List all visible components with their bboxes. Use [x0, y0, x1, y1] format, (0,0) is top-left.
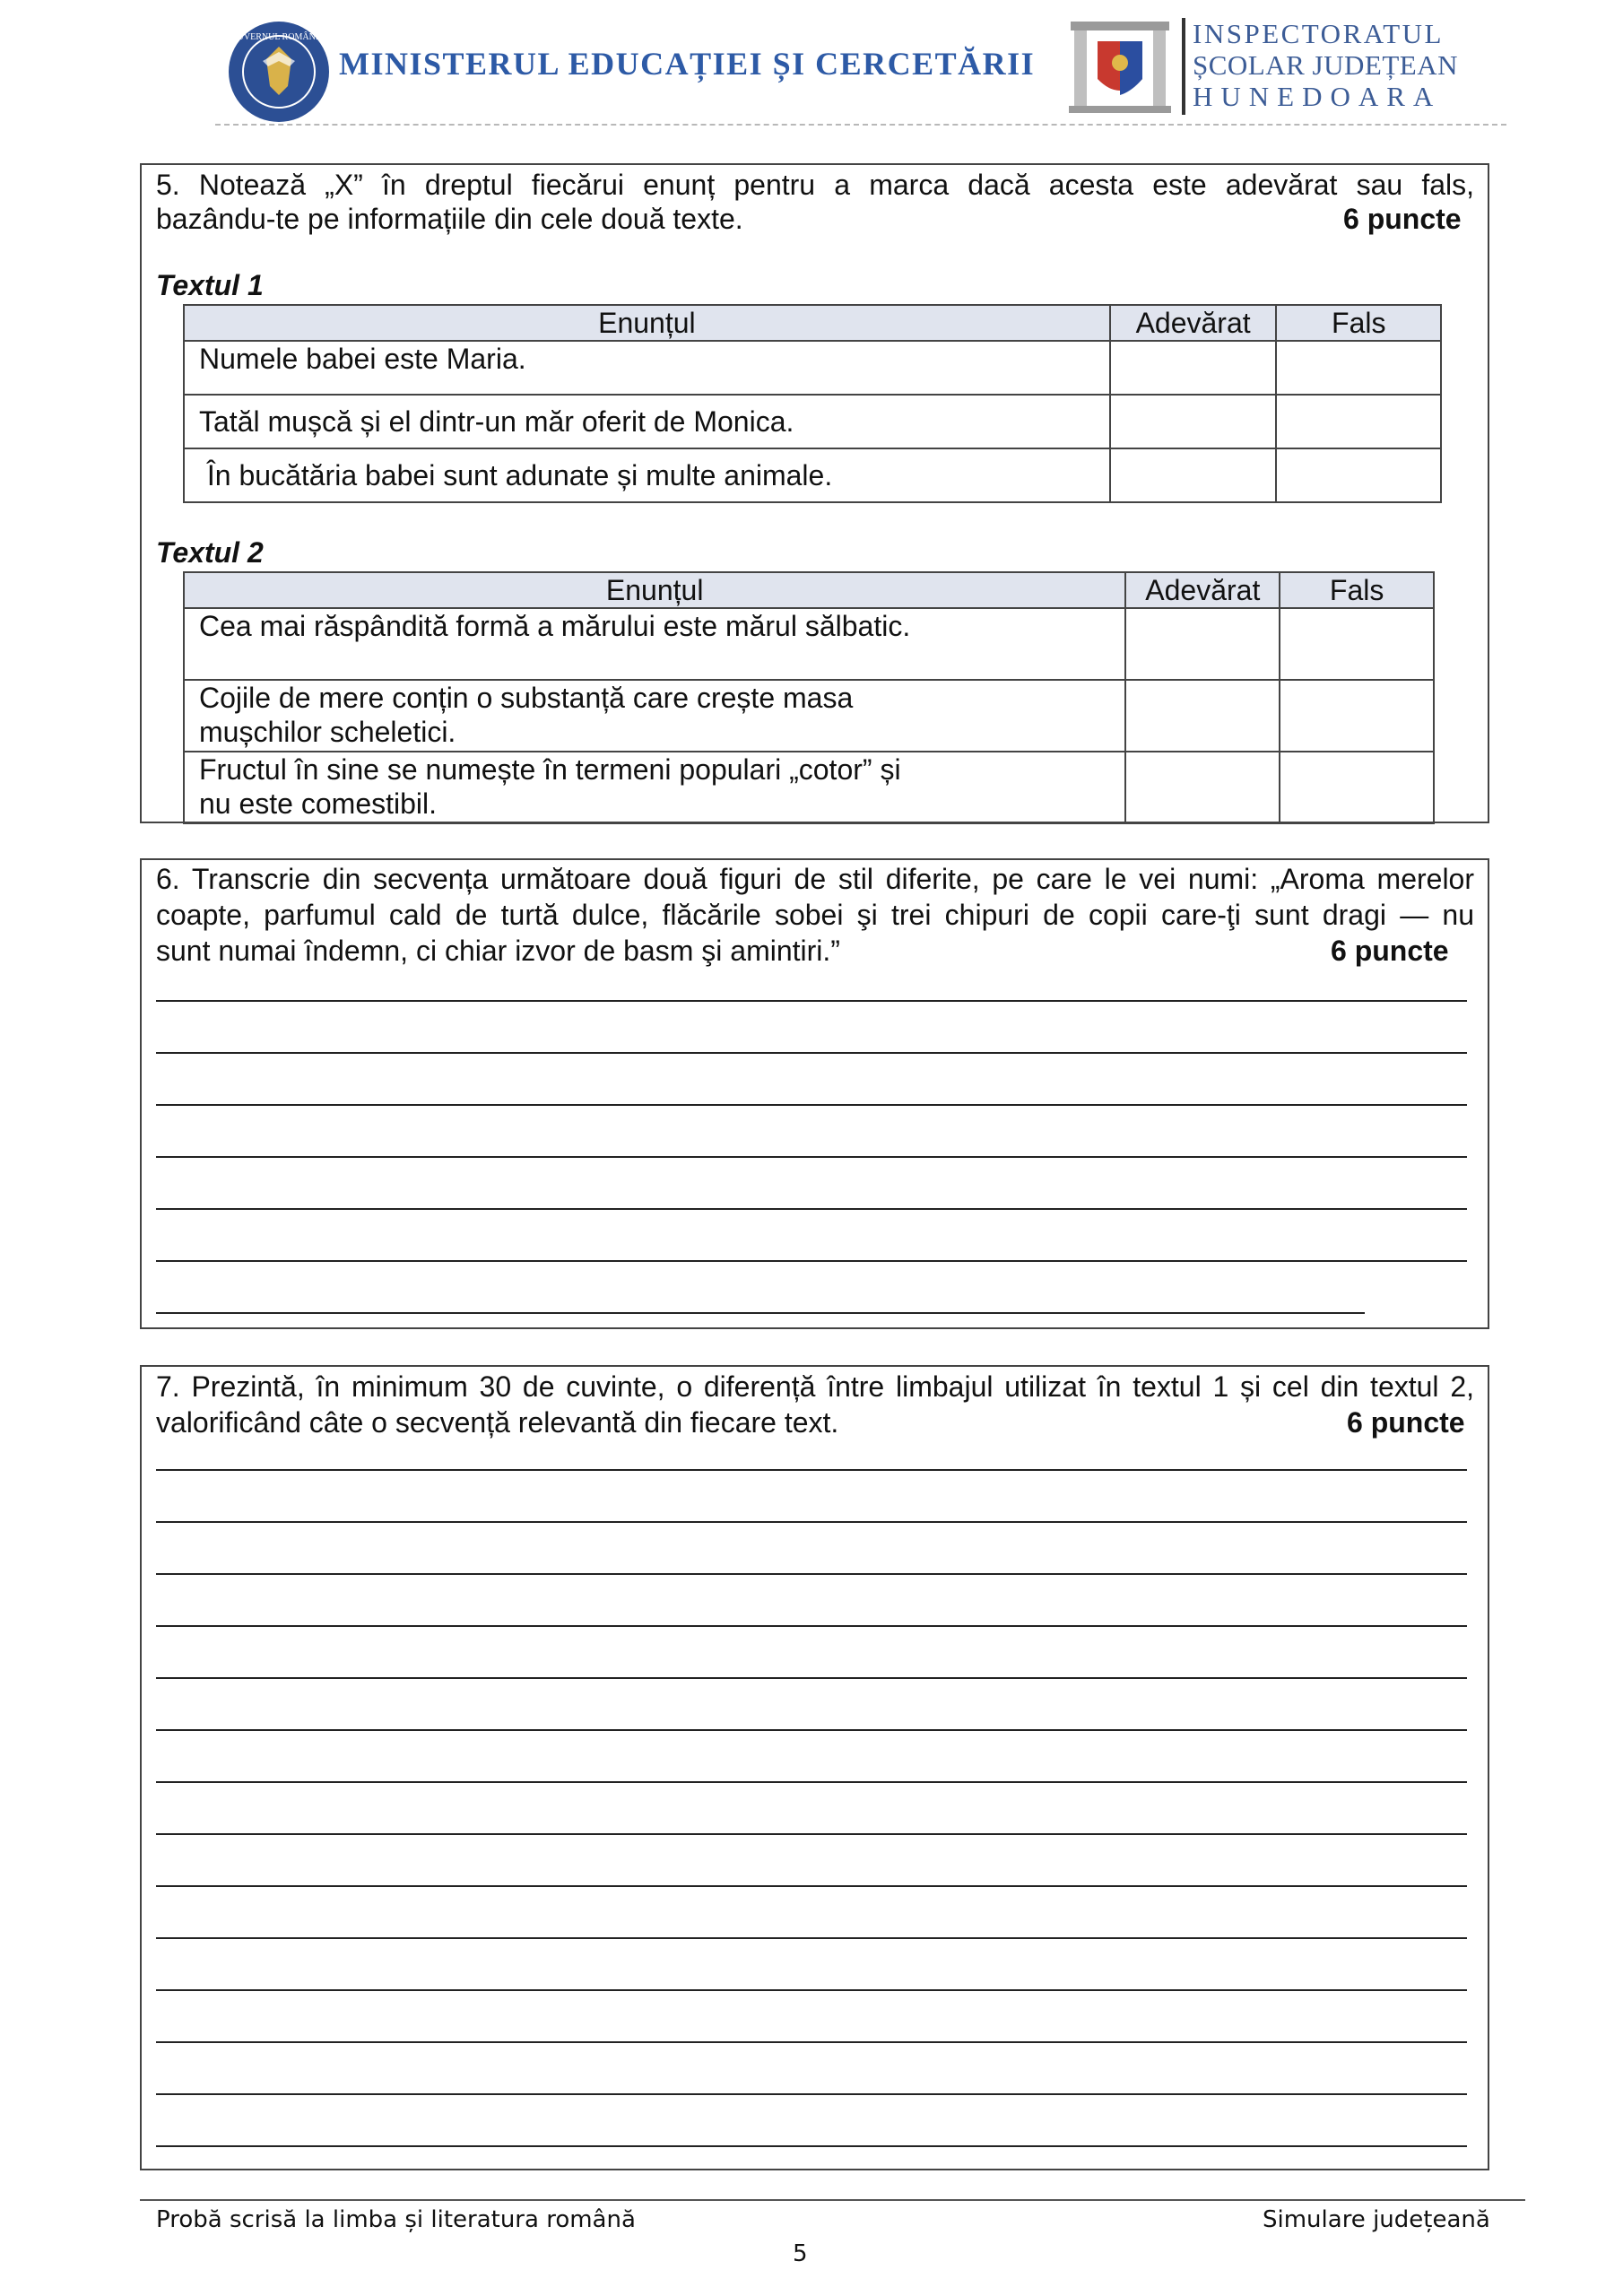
- header-divider: [1182, 18, 1185, 115]
- ministry-name: MINISTERUL EDUCAȚIEI ȘI CERCETĂRII: [339, 46, 1036, 82]
- q5-text-line2: bazându-te pe informațiile din cele două texte.: [156, 203, 743, 235]
- header-rule: [215, 124, 1506, 126]
- isj-name-line2: ȘCOLAR JUDEȚEAN: [1193, 49, 1458, 81]
- statement-cell: Cojile de mere conțin o substanță care crește masa mușchilor scheletici.: [184, 680, 1125, 752]
- table-row: [184, 395, 1441, 448]
- q7-points: 6 puncte: [1347, 1406, 1465, 1439]
- q7-answer-line[interactable]: [156, 1573, 1467, 1575]
- svg-text:GUVERNUL ROMÂNIEI: GUVERNUL ROMÂNIEI: [230, 32, 327, 42]
- q7-answer-line[interactable]: [156, 1677, 1467, 1679]
- q7-answer-line[interactable]: [156, 1937, 1467, 1939]
- true-answer-cell[interactable]: [1110, 448, 1277, 502]
- false-answer-cell[interactable]: [1276, 395, 1441, 448]
- false-answer-cell[interactable]: [1280, 608, 1434, 680]
- q7-answer-line[interactable]: [156, 1833, 1467, 1835]
- isj-name-line1: INSPECTORATUL: [1193, 18, 1444, 49]
- q6-answer-line[interactable]: [156, 1312, 1365, 1314]
- question-7-box: [140, 1365, 1489, 2170]
- isj-columns-logo: [1065, 16, 1175, 117]
- true-answer-cell[interactable]: [1125, 680, 1280, 752]
- q6-answer-line[interactable]: [156, 1260, 1467, 1262]
- q6-text-line2: coapte, parfumul cald de turtă dulce, flăcările sobei şi trei chipuri de copii care-ţi sunt dragi — nu: [156, 899, 1474, 931]
- q7-answer-line[interactable]: [156, 1781, 1467, 1783]
- column-false: Fals: [1276, 305, 1441, 341]
- column-statement: Enunțul: [184, 572, 1125, 608]
- true-answer-cell[interactable]: [1110, 341, 1277, 395]
- footer-exam-title: Probă scrisă la limba și literatura română: [156, 2206, 636, 2233]
- q7-answer-line[interactable]: [156, 1989, 1467, 1991]
- statement-cell: Cea mai răspândită formă a mărului este mărul sălbatic.: [184, 608, 1125, 680]
- text1-table: [183, 304, 1442, 503]
- false-answer-cell[interactable]: [1276, 341, 1441, 395]
- q6-answer-line[interactable]: [156, 1104, 1467, 1106]
- government-seal-logo: [227, 20, 331, 124]
- q7-answer-line[interactable]: [156, 1521, 1467, 1523]
- true-answer-cell[interactable]: [1110, 395, 1277, 448]
- statement-cell: Tatăl mușcă și el dintr-un măr oferit de Monica.: [184, 395, 1110, 448]
- q7-answer-line[interactable]: [156, 1625, 1467, 1627]
- q7-text-line1: 7. Prezintă, în minimum 30 de cuvinte, o diferență între limbajul utilizat în textul 1 și cel din textul 2,: [156, 1370, 1474, 1403]
- q7-answer-line[interactable]: [156, 2041, 1467, 2043]
- column-true: Adevărat: [1110, 305, 1277, 341]
- isj-name-line3: HUNEDOARA: [1193, 81, 1442, 112]
- column-false: Fals: [1280, 572, 1434, 608]
- q6-text-line3: sunt numai îndemn, ci chiar izvor de basm şi amintiri.”: [156, 935, 840, 967]
- text2-table: [183, 571, 1435, 824]
- footer-exam-type: Simulare județeană: [1263, 2206, 1490, 2233]
- q6-answer-line[interactable]: [156, 1156, 1467, 1158]
- true-answer-cell[interactable]: [1125, 752, 1280, 823]
- table-row: [184, 448, 1441, 502]
- table-row: [184, 608, 1434, 680]
- false-answer-cell[interactable]: [1280, 752, 1434, 823]
- table-row: [184, 752, 1434, 823]
- q6-text-line1: 6. Transcrie din secvența următoare două figuri de stil diferite, pe care le vei numi: „Aroma merelor: [156, 863, 1474, 895]
- table-header-row: [184, 572, 1434, 608]
- q7-answer-line[interactable]: [156, 1469, 1467, 1471]
- statement-cell: Fructul în sine se numește în termeni populari „cotor” și nu este comestibil.: [184, 752, 1125, 823]
- q6-answer-line[interactable]: [156, 1000, 1467, 1002]
- table-row: [184, 341, 1441, 395]
- q5-points: 6 puncte: [1343, 203, 1462, 235]
- q7-answer-line[interactable]: [156, 1885, 1467, 1887]
- q7-answer-line[interactable]: [156, 1729, 1467, 1731]
- q6-answer-line[interactable]: [156, 1208, 1467, 1210]
- text2-label: Textul 2: [156, 536, 264, 569]
- q6-answer-line[interactable]: [156, 1052, 1467, 1054]
- column-true: Adevărat: [1125, 572, 1280, 608]
- isj-name: [1193, 18, 1458, 112]
- column-statement: Enunțul: [184, 305, 1110, 341]
- false-answer-cell[interactable]: [1276, 448, 1441, 502]
- statement-cell: Numele babei este Maria.: [184, 341, 1110, 395]
- table-header-row: [184, 305, 1441, 341]
- q7-answer-line[interactable]: [156, 2145, 1467, 2147]
- true-answer-cell[interactable]: [1125, 608, 1280, 680]
- q7-answer-line[interactable]: [156, 2093, 1467, 2095]
- footer-rule: [140, 2199, 1525, 2201]
- q6-points: 6 puncte: [1331, 935, 1449, 967]
- q5-text-line1: 5. Notează „X” în dreptul fiecărui enunț pentru a marca dacă acesta este adevărat sau fals,: [156, 169, 1474, 201]
- q7-text-line2: valorificând câte o secvență relevantă din fiecare text.: [156, 1406, 839, 1439]
- text1-label: Textul 1: [156, 269, 264, 301]
- page-number: 5: [793, 2240, 808, 2267]
- table-row: [184, 680, 1434, 752]
- statement-cell: În bucătăria babei sunt adunate și multe animale.: [184, 448, 1110, 502]
- false-answer-cell[interactable]: [1280, 680, 1434, 752]
